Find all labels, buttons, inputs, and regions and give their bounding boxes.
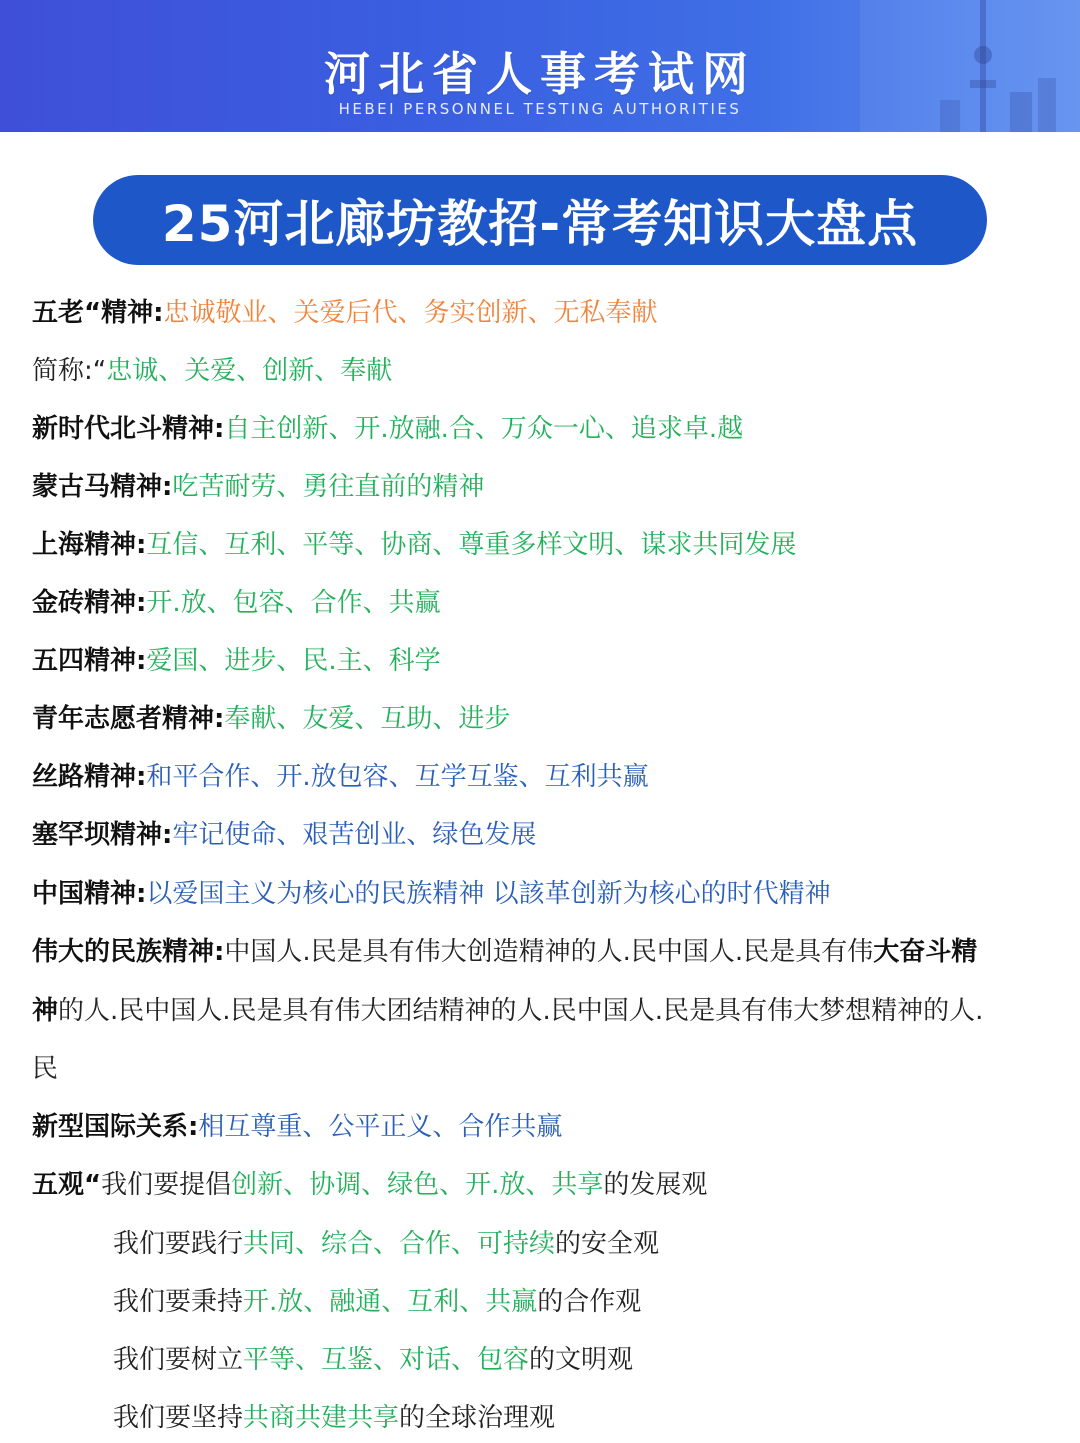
item-great-national-spirit-line-2 (32, 991, 983, 1031)
item-mongolian-horse-spirit (32, 467, 484, 507)
item-volunteer-spirit (32, 699, 510, 739)
item-value: 开.放、包容、合作、共赢 (146, 588, 441, 618)
row-suffix: 的文明观 (529, 1345, 634, 1375)
item-value: 相互尊重、公平正义、合作共赢 (198, 1112, 563, 1142)
item-label: 丝路精神: (32, 762, 147, 792)
item-text: 的人.民中国人.民是具有伟大团结精神的人.民中国人.民是具有伟大梦想精神的人. (58, 996, 984, 1026)
item-new-international-relations (32, 1107, 562, 1147)
item-label: 新型国际关系: (32, 1112, 199, 1142)
item-label: 五老“精神: (32, 298, 164, 328)
item-text-bold: 神 (32, 996, 59, 1026)
item-label: 简称:“ (32, 356, 107, 386)
item-label: 中国精神: (32, 879, 147, 909)
item-may-fourth-spirit (32, 641, 441, 681)
item-value: 牢记使命、艰苦创业、绿色发展 (172, 820, 537, 850)
item-short-name (32, 351, 392, 391)
item-label: 塞罕坝精神: (32, 820, 173, 850)
item-great-national-spirit-line-1 (32, 932, 977, 972)
row-highlight: 创新、协调、绿色、开.放、共享 (231, 1170, 604, 1200)
item-china-spirit (32, 874, 831, 914)
item-saihanba-spirit (32, 815, 536, 855)
item-label: 金砖精神: (32, 588, 147, 618)
row-prefix: 我们要坚持 (113, 1403, 244, 1433)
item-value: 忠诚敬业、关爱后代、务实创新、无私奉献 (163, 298, 658, 328)
five-views-row-4 (113, 1340, 633, 1380)
site-name-english: HEBEI PERSONNEL TESTING AUTHORITIES (338, 100, 742, 118)
item-great-national-spirit-line-3 (32, 1049, 58, 1089)
item-value: 和平合作、开.放包容、互学互鉴、互利共赢 (146, 762, 649, 792)
item-value: 奉献、友爱、互助、进步 (224, 704, 511, 734)
five-views-row-1 (32, 1165, 707, 1205)
row-highlight: 平等、互鉴、对话、包容 (243, 1345, 530, 1375)
row-suffix: 的安全观 (555, 1229, 660, 1259)
item-value: 爱国、进步、民.主、科学 (146, 646, 441, 676)
item-beidou-spirit (32, 409, 743, 449)
page-title: 25河北廊坊教招-常考知识大盘点 (161, 195, 919, 253)
row-prefix: 我们要提倡 (101, 1170, 232, 1200)
five-views-label: 五观“ (32, 1170, 102, 1200)
item-label: 新时代北斗精神: (32, 414, 225, 444)
row-suffix: 的发展观 (603, 1170, 708, 1200)
item-label: 蒙古马精神: (32, 472, 173, 502)
item-text-bold: 大奋斗精 (873, 937, 978, 967)
header-banner (0, 0, 1080, 132)
item-value: 自主创新、开.放融.合、万众一心、追求卓.越 (224, 414, 744, 444)
item-value: 忠诚、关爱、创新、奉献 (106, 356, 393, 386)
item-label: 五四精神: (32, 646, 147, 676)
item-label: 上海精神: (32, 530, 147, 560)
site-name: 河北省人事考试网 (324, 47, 756, 101)
item-wulao-spirit (32, 293, 658, 333)
row-highlight: 共同、综合、合作、可持续 (243, 1229, 556, 1259)
row-suffix: 的全球治理观 (399, 1403, 556, 1433)
row-prefix: 我们要树立 (113, 1345, 244, 1375)
five-views-row-5 (113, 1398, 555, 1438)
item-value: 以爱国主义为核心的民族精神 以該革创新为核心的时代精神 (146, 879, 831, 909)
row-prefix: 我们要践行 (113, 1229, 244, 1259)
row-suffix: 的合作观 (537, 1287, 642, 1317)
page-title-pill (93, 175, 987, 265)
item-value: 互信、互利、平等、协商、尊重多样文明、谋求共同发展 (146, 530, 797, 560)
item-label: 青年志愿者精神: (32, 704, 225, 734)
item-brics-spirit (32, 583, 441, 623)
item-shanghai-spirit (32, 525, 796, 565)
row-highlight: 开.放、融通、互利、共赢 (243, 1287, 538, 1317)
item-label: 伟大的民族精神: (32, 937, 225, 967)
five-views-row-2 (113, 1224, 659, 1264)
row-highlight: 共商共建共享 (243, 1403, 400, 1433)
item-text: 中国人.民是具有伟大创造精神的人.民中国人.民是具有伟 (224, 937, 874, 967)
item-text: 民 (32, 1054, 59, 1084)
five-views-row-3 (113, 1282, 641, 1322)
item-silk-road-spirit (32, 757, 649, 797)
row-prefix: 我们要秉持 (113, 1287, 244, 1317)
item-value: 吃苦耐劳、勇往直前的精神 (172, 472, 485, 502)
